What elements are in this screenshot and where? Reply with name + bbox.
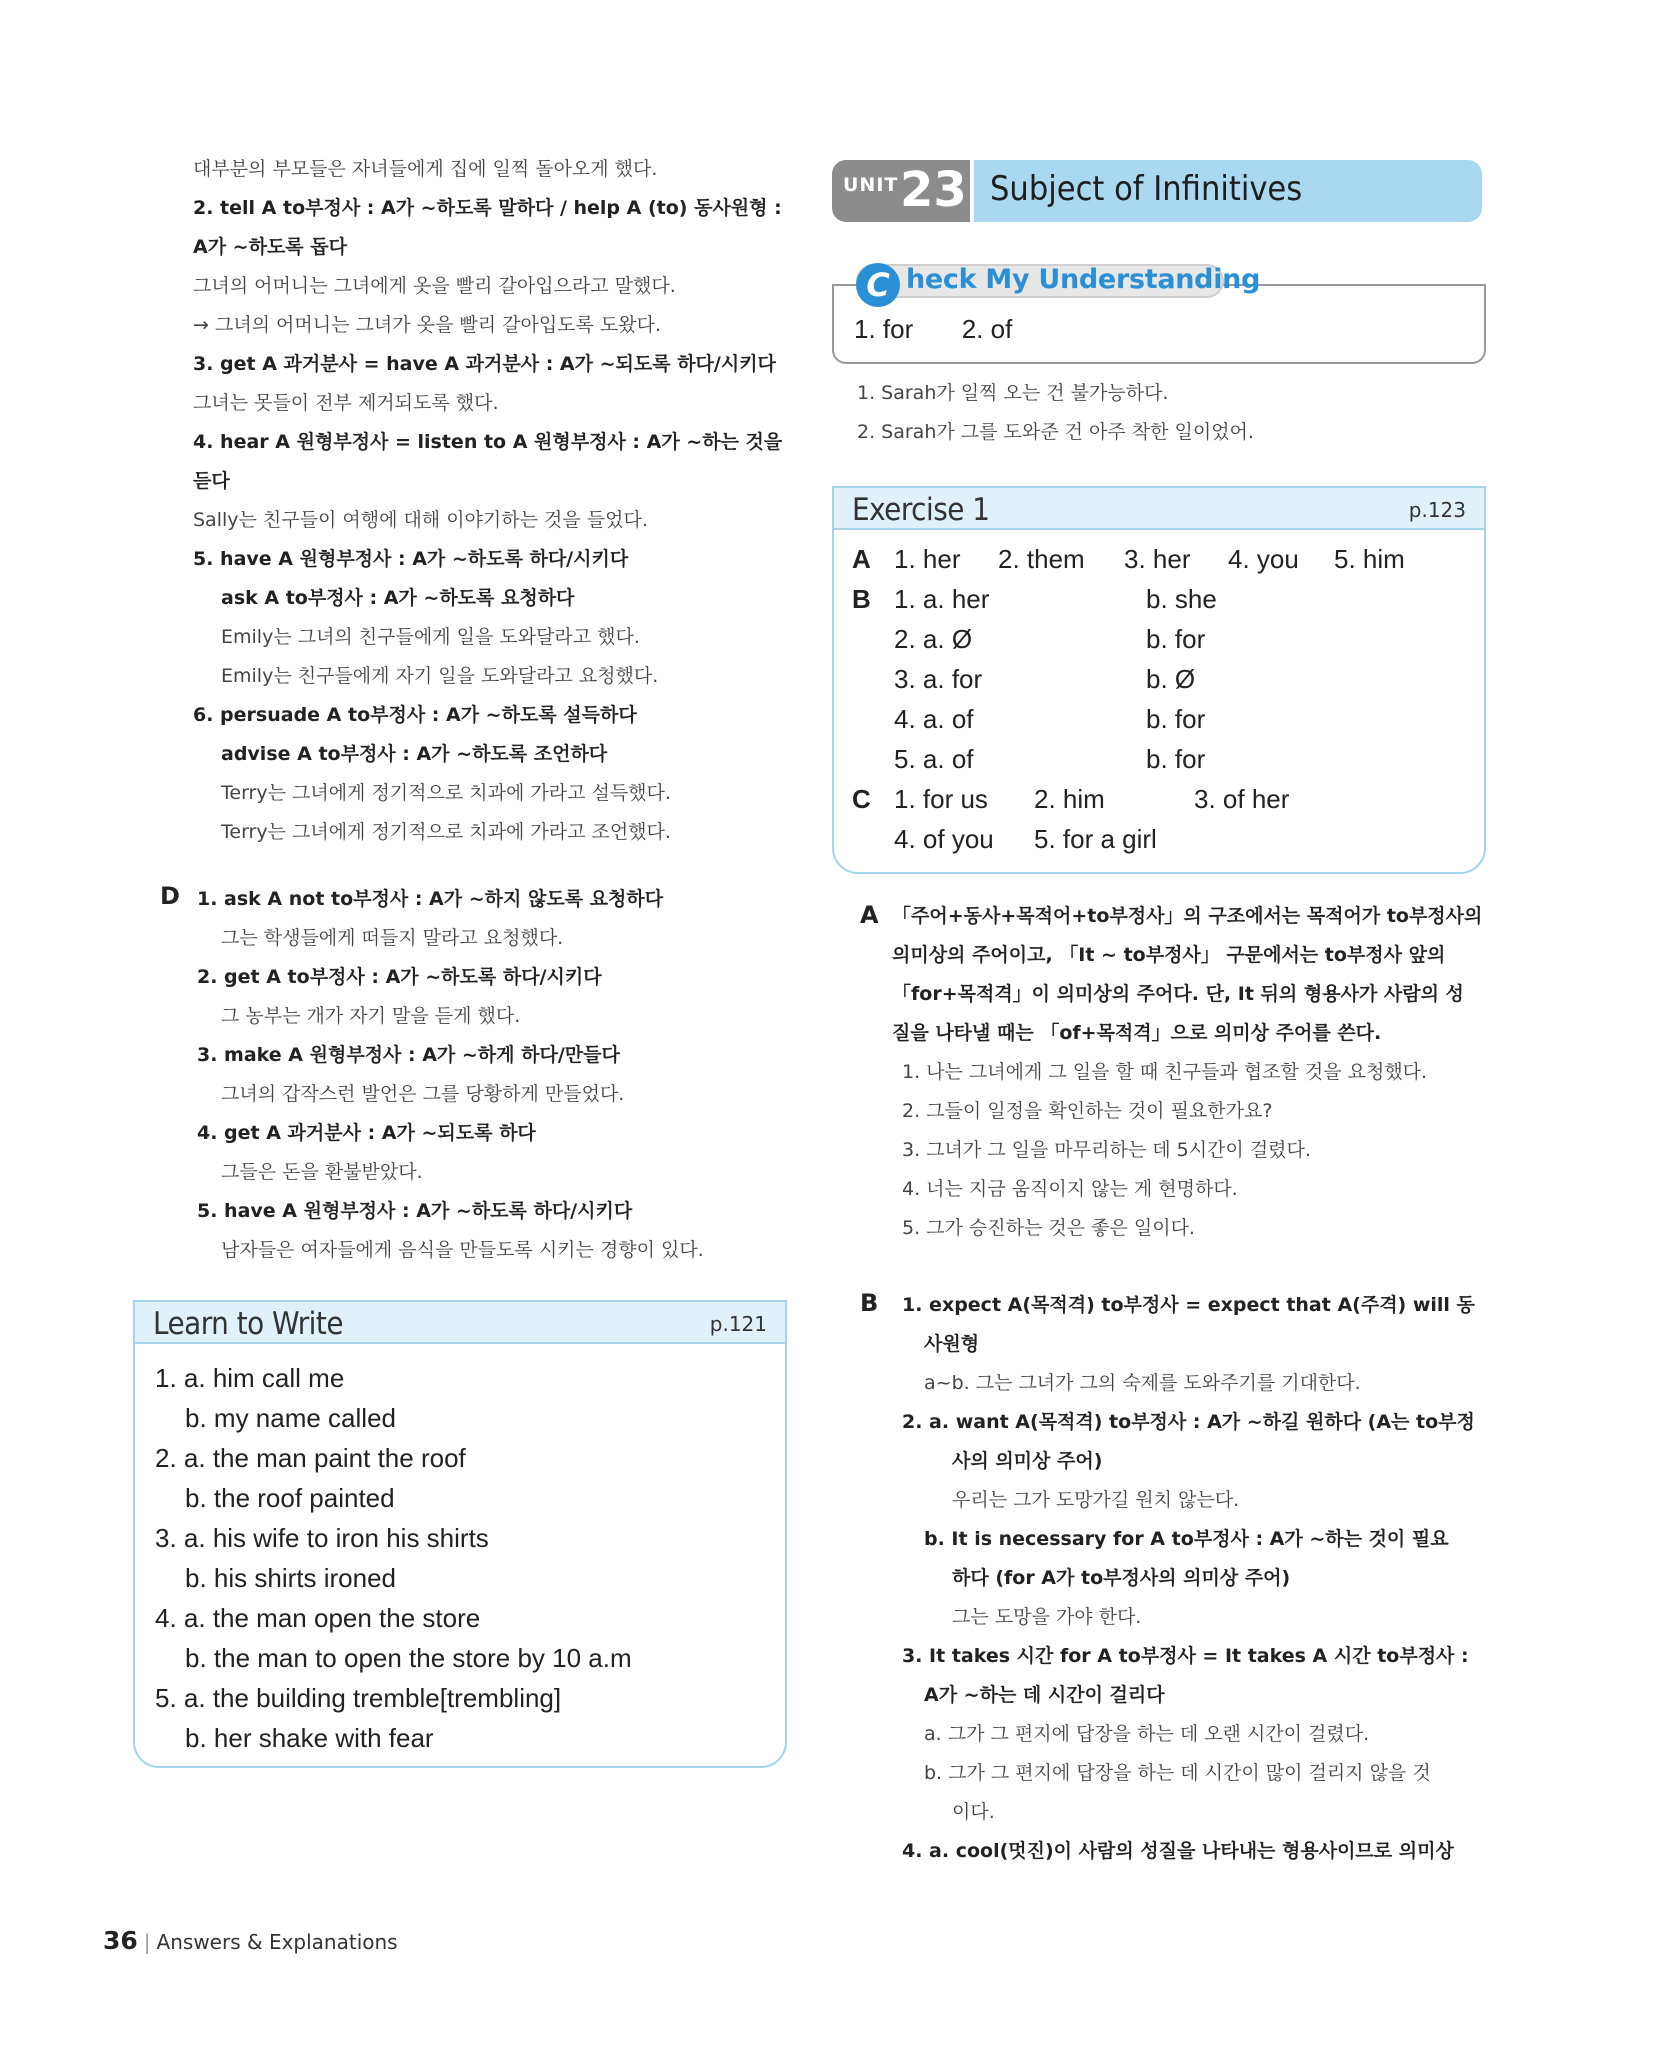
answer: 5. him <box>1334 544 1405 574</box>
exercise1-row-b4 <box>834 704 1484 744</box>
answer-line: b. the roof painted <box>185 1483 395 1513</box>
check-letter-circle: C <box>856 263 900 307</box>
check-answer: 1. for <box>854 314 914 344</box>
text-line: 이다. <box>952 1801 995 1823</box>
section-a-label: A <box>860 901 879 929</box>
text-line: 1. 나는 그녀에게 그 일을 할 때 친구들과 협조할 것을 요청했다. <box>902 1061 1428 1083</box>
part-label: B <box>852 584 871 614</box>
text-line: 듣다 <box>193 470 230 492</box>
left-column <box>135 150 795 852</box>
text-line: advise A to부정사 : A가 ~하도록 조언하다 <box>221 743 608 765</box>
text-line: A가 ~하는 데 시간이 걸리다 <box>924 1684 1165 1706</box>
text-line: A가 ~하도록 돕다 <box>193 236 347 258</box>
text-line: 2. a. want A(목적격) to부정사 : A가 ~하길 원하다 (A는 to부정 <box>902 1411 1475 1433</box>
unit-word: UNIT <box>843 174 899 196</box>
exercise1-row-c2 <box>834 824 1484 864</box>
section-b <box>832 1286 1497 1871</box>
exercise1-box <box>832 486 1486 874</box>
answer: 2. him <box>1034 784 1105 814</box>
answer: 1. a. her <box>894 584 990 614</box>
answer-line: 2. a. the man paint the roof <box>155 1443 466 1473</box>
text-line: 의미상의 주어이고, 「It ~ to부정사」 구문에서는 to부정사 앞의 <box>892 944 1446 966</box>
check-heading: heck My Understanding <box>906 264 1261 295</box>
answer: b. for <box>1146 744 1206 774</box>
answer-line: b. his shirts ironed <box>185 1563 396 1593</box>
text-line: 2. 그들이 일정을 확인하는 것이 필요한가요? <box>902 1100 1273 1122</box>
text-line: 그녀는 못들이 전부 제거되도록 했다. <box>193 392 499 414</box>
text-line: 그녀의 갑작스런 발언은 그를 당황하게 만들었다. <box>221 1083 625 1105</box>
text-line: 6. persuade A to부정사 : A가 ~하도록 설득하다 <box>193 704 637 726</box>
text-line: 우리는 그가 도망가길 원치 않는다. <box>952 1489 1240 1511</box>
text-line: 4. hear A 원형부정사 = listen to A 원형부정사 : A가 ~하는 것을 <box>193 431 783 453</box>
text-line: 사의 의미상 주어) <box>952 1450 1103 1472</box>
answer: 2. a. Ø <box>894 624 973 654</box>
text-line: 4. a. cool(멋진)이 사람의 성질을 나타내는 형용사이므로 의미상 <box>902 1840 1454 1862</box>
unit-title: Subject of Infinitives <box>990 169 1303 209</box>
part-label: A <box>852 544 871 574</box>
text-line: 4. 너는 지금 움직이지 않는 게 현명하다. <box>902 1178 1238 1200</box>
answer: 2. them <box>998 544 1085 574</box>
text-line: 2. Sarah가 그를 도와준 건 아주 착한 일이었어. <box>857 421 1254 443</box>
exercise1-row-b3 <box>834 664 1484 704</box>
text-line: Emily는 친구들에게 자기 일을 도와달라고 요청했다. <box>221 665 659 687</box>
answer: 1. for us <box>894 784 988 814</box>
text-line: Terry는 그녀에게 정기적으로 치과에 가라고 설득했다. <box>221 782 671 804</box>
text-line: 「주어+동사+목적어+to부정사」의 구조에서는 목적어가 to부정사의 <box>892 905 1483 927</box>
unit-title-bar <box>974 160 1482 222</box>
text-line: b. It is necessary for A to부정사 : A가 ~하는 것이 필요 <box>924 1528 1449 1550</box>
text-line: 남자들은 여자들에게 음식을 만들도록 시키는 경향이 있다. <box>221 1239 704 1261</box>
exercise1-page: p.123 <box>1408 498 1466 522</box>
exercise1-title: Exercise 1 <box>852 492 990 528</box>
answer: 4. you <box>1228 544 1299 574</box>
part-label: C <box>852 784 871 814</box>
exercise1-row-b5 <box>834 744 1484 784</box>
text-line: 그들은 돈을 환불받았다. <box>221 1161 423 1183</box>
unit-number: 23 <box>900 162 967 218</box>
text-line: 3. 그녀가 그 일을 마무리하는 데 5시간이 걸렸다. <box>902 1139 1311 1161</box>
answer: 1. her <box>894 544 961 574</box>
exercise1-row-b2 <box>834 624 1484 664</box>
answer: 5. a. of <box>894 744 974 774</box>
section-d-label: D <box>160 882 180 910</box>
text-line: 5. have A 원형부정사 : A가 ~하도록 하다/시키다 <box>193 548 629 570</box>
learn-to-write-page: p.121 <box>709 1312 767 1336</box>
answer: b. for <box>1146 704 1206 734</box>
answer: 3. her <box>1124 544 1191 574</box>
text-line: 그는 학생들에게 떠들지 말라고 요청했다. <box>221 927 564 949</box>
text-line: 「for+목적격」이 의미상의 주어다. 단, It 뒤의 형용사가 사람의 성 <box>892 983 1464 1005</box>
answer: 4. of you <box>894 824 994 854</box>
learn-to-write-title: Learn to Write <box>153 1306 344 1342</box>
check-answer: 2. of <box>961 314 1013 344</box>
text-line: 대부분의 부모들은 자녀들에게 집에 일찍 돌아오게 했다. <box>193 158 658 180</box>
unit-header <box>832 160 1482 222</box>
exercise1-row-a <box>834 544 1484 584</box>
text-line: 그는 도망을 가야 한다. <box>952 1606 1142 1628</box>
page-footer <box>103 1926 398 1955</box>
text-line: 질을 나타낼 때는 「of+목적격」으로 의미상 주어를 쓴다. <box>892 1022 1382 1044</box>
answer: 4. a. of <box>894 704 974 734</box>
answer-line: 3. a. his wife to iron his shirts <box>155 1523 489 1553</box>
footer-separator: | <box>143 1930 151 1954</box>
exercise1-header <box>834 488 1484 530</box>
text-line: 3. get A 과거분사 = have A 과거분사 : A가 ~되도록 하다/시키다 <box>193 353 776 375</box>
text-line: 3. It takes 시간 for A to부정사 = It takes A 시간 to부정사 : <box>902 1645 1469 1667</box>
text-line: 5. have A 원형부정사 : A가 ~하도록 하다/시키다 <box>197 1200 633 1222</box>
text-line: 4. get A 과거분사 : A가 ~되도록 하다 <box>197 1122 536 1144</box>
answer-line: 1. a. him call me <box>155 1363 345 1393</box>
text-line: 그 농부는 개가 자기 말을 듣게 했다. <box>221 1005 521 1027</box>
answer: 5. for a girl <box>1034 824 1157 854</box>
exercise1-row-b1 <box>834 584 1484 624</box>
text-line: 3. make A 원형부정사 : A가 ~하게 하다/만들다 <box>197 1044 620 1066</box>
text-line: 2. get A to부정사 : A가 ~하도록 하다/시키다 <box>197 966 602 988</box>
answer: b. Ø <box>1146 664 1196 694</box>
answer-line: b. her shake with fear <box>185 1723 434 1753</box>
text-line: Emily는 그녀의 친구들에게 일을 도와달라고 했다. <box>221 626 640 648</box>
text-line: 1. ask A not to부정사 : A가 ~하지 않도록 요청하다 <box>197 888 664 910</box>
answer-line: 5. a. the building tremble[trembling] <box>155 1683 562 1713</box>
unit-badge <box>832 160 970 222</box>
check-notes <box>857 374 1497 452</box>
learn-to-write-box <box>133 1300 787 1768</box>
text-line: 그녀의 어머니는 그녀에게 옷을 빨리 갈아입으라고 말했다. <box>193 275 676 297</box>
text-line: ask A to부정사 : A가 ~하도록 요청하다 <box>221 587 575 609</box>
answer: b. for <box>1146 624 1206 654</box>
answer: 3. of her <box>1194 784 1290 814</box>
text-line: 5. 그가 승진하는 것은 좋은 일이다. <box>902 1217 1195 1239</box>
learn-to-write-header <box>135 1302 785 1344</box>
text-line: 1. expect A(목적격) to부정사 = expect that A(주격) will 동 <box>902 1294 1475 1316</box>
text-line: Sally는 친구들이 여행에 대해 이야기하는 것을 들었다. <box>193 509 648 531</box>
exercise1-row-c1 <box>834 784 1484 824</box>
text-line: b. 그가 그 편지에 답장을 하는 데 시간이 많이 걸리지 않을 것 <box>924 1762 1431 1784</box>
text-line: 2. tell A to부정사 : A가 ~하도록 말하다 / help A (to) 동사원형 : <box>193 197 782 219</box>
text-line: a. 그가 그 편지에 답장을 하는 데 오랜 시간이 걸렸다. <box>924 1723 1370 1745</box>
answer-line: 4. a. the man open the store <box>155 1603 481 1633</box>
text-line: 사원형 <box>924 1333 980 1355</box>
text-line: 하다 (for A가 to부정사의 의미상 주어) <box>952 1567 1291 1589</box>
answer-line: b. my name called <box>185 1403 396 1433</box>
text-line: a~b. 그는 그녀가 그의 숙제를 도와주기를 기대한다. <box>924 1372 1361 1394</box>
text-line: Terry는 그녀에게 정기적으로 치과에 가라고 조언했다. <box>221 821 671 843</box>
page-number: 36 <box>103 1926 138 1955</box>
answer: b. she <box>1146 584 1217 614</box>
footer-label: Answers & Explanations <box>156 1930 398 1954</box>
answer-line: b. the man to open the store by 10 a.m <box>185 1643 632 1673</box>
section-d <box>135 880 795 1270</box>
section-b-label: B <box>860 1289 879 1317</box>
answer: 3. a. for <box>894 664 983 694</box>
text-line: → 그녀의 어머니는 그녀가 옷을 빨리 갈아입도록 도왔다. <box>193 314 662 336</box>
section-a <box>832 897 1497 1248</box>
text-line: 1. Sarah가 일찍 오는 건 불가능하다. <box>857 382 1169 404</box>
